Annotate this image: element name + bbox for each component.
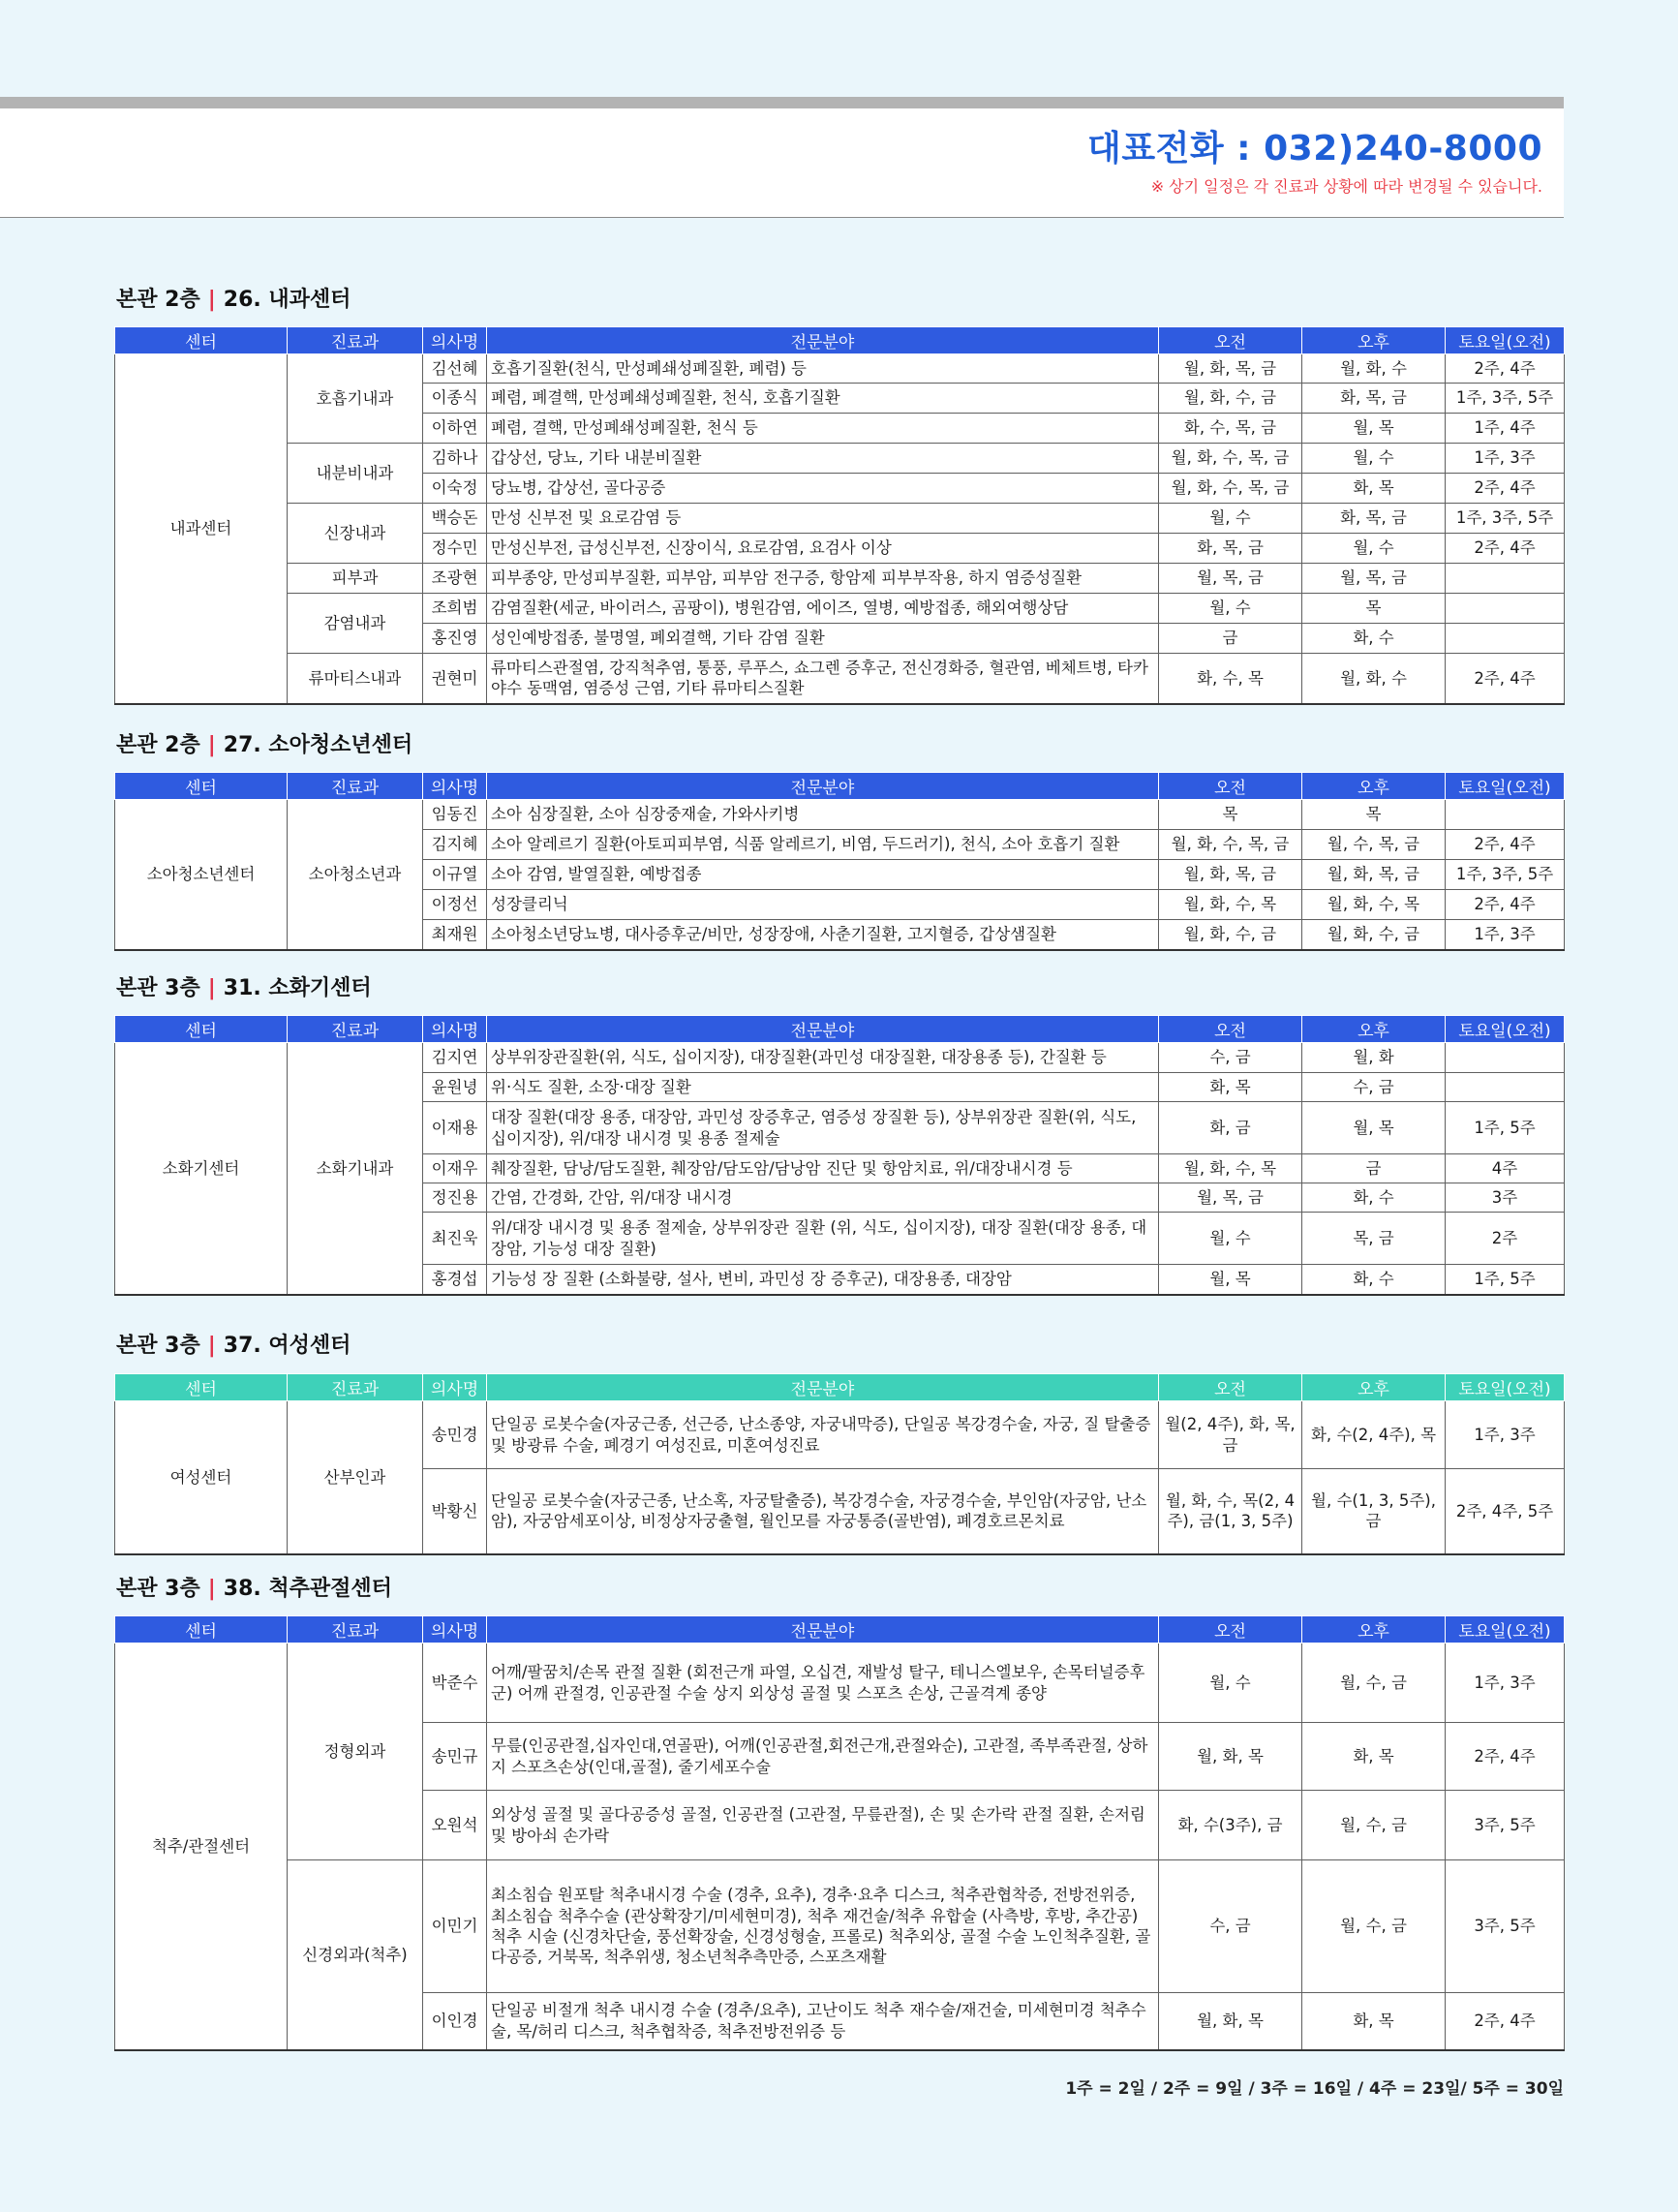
morning-schedule-cell: 월, 화, 목 bbox=[1159, 1723, 1302, 1791]
doctor-name-cell: 김하나 bbox=[423, 444, 487, 474]
saturday-schedule-cell: 1주, 3주, 5주 bbox=[1446, 504, 1565, 534]
column-header: 오후 bbox=[1302, 327, 1446, 354]
title-separator: | bbox=[207, 1334, 216, 1358]
department-cell: 피부과 bbox=[288, 564, 423, 594]
afternoon-schedule-cell: 금 bbox=[1302, 1154, 1446, 1183]
saturday-schedule-cell: 2주, 4주 bbox=[1446, 830, 1565, 860]
afternoon-schedule-cell: 월, 화, 수 bbox=[1302, 654, 1446, 704]
specialty-cell: 어깨/팔꿈치/손목 관절 질환 (회전근개 파열, 오십견, 재발성 탈구, 테니스엘보우, 손목터널증후군) 어깨 관절경, 인공관절 수술 상지 외상성 골절 및 스포츠 손상, 근골격계 종양 bbox=[487, 1644, 1159, 1723]
specialty-cell: 소아 알레르기 질환(아토피피부염, 식품 알레르기, 비염, 두드러기), 천식, 소아 호흡기 질환 bbox=[487, 830, 1159, 860]
afternoon-schedule-cell: 월, 목, 금 bbox=[1302, 564, 1446, 594]
doctor-name-cell: 박황신 bbox=[423, 1469, 487, 1554]
table-row bbox=[115, 444, 1565, 474]
table-row bbox=[115, 564, 1565, 594]
column-header: 진료과 bbox=[288, 1016, 423, 1043]
morning-schedule-cell: 월, 목, 금 bbox=[1159, 564, 1302, 594]
section-name: 37. 여성센터 bbox=[223, 1334, 351, 1358]
specialty-cell: 최소침습 원포탈 척추내시경 수술 (경추, 요추), 경추·요추 디스크, 척추관협착증, 전방전위증, 최소침습 척추수술 (관상확장기/미세현미경), 척추 재건술/척추 유합술 (사측방, 후방, 추간공) 척추 시술 (신경차단술, 풍선확장술, 신경성형술, 프롤로) 척추외상, 골절 수술 노인척추질환, 골다공증, 거북목, 척추위생, 청소년척추측만증, 스포츠재활 bbox=[487, 1860, 1159, 1993]
department-cell: 정형외과 bbox=[288, 1644, 423, 1860]
column-header: 센터 bbox=[115, 1016, 288, 1043]
saturday-schedule-cell bbox=[1446, 564, 1565, 594]
table-row bbox=[115, 354, 1565, 384]
column-header: 진료과 bbox=[288, 327, 423, 354]
afternoon-schedule-cell: 목 bbox=[1302, 594, 1446, 624]
column-header: 토요일(오전) bbox=[1446, 1616, 1565, 1644]
saturday-schedule-cell: 2주, 4주 bbox=[1446, 1723, 1565, 1791]
saturday-schedule-cell: 1주, 5주 bbox=[1446, 1102, 1565, 1154]
specialty-cell: 대장 질환(대장 용종, 대장암, 과민성 장증후군, 염증성 장질환 등), 상부위장관 질환(위, 식도, 십이지장), 위/대장 내시경 및 용종 절제술 bbox=[487, 1102, 1159, 1154]
specialty-cell: 소아 심장질환, 소아 심장중재술, 가와사키병 bbox=[487, 800, 1159, 830]
column-header: 오후 bbox=[1302, 1016, 1446, 1043]
saturday-schedule-cell: 1주, 3주 bbox=[1446, 920, 1565, 950]
specialty-cell: 갑상선, 당뇨, 기타 내분비질환 bbox=[487, 444, 1159, 474]
specialty-cell: 단일공 비절개 척추 내시경 수술 (경추/요추), 고난이도 척추 재수술/재건술, 미세현미경 척추수술, 목/허리 디스크, 척추협착증, 척추전방전위증 등 bbox=[487, 1993, 1159, 2050]
schedule-table bbox=[114, 1615, 1565, 2051]
column-header: 의사명 bbox=[423, 327, 487, 354]
table-row bbox=[115, 654, 1565, 704]
doctor-name-cell: 박준수 bbox=[423, 1644, 487, 1723]
specialty-cell: 당뇨병, 갑상선, 골다공증 bbox=[487, 474, 1159, 504]
schedule-table bbox=[114, 326, 1565, 705]
doctor-name-cell: 이종식 bbox=[423, 384, 487, 414]
morning-schedule-cell: 수, 금 bbox=[1159, 1043, 1302, 1073]
doctor-name-cell: 김지연 bbox=[423, 1043, 487, 1073]
doctor-name-cell: 백승돈 bbox=[423, 504, 487, 534]
column-header: 의사명 bbox=[423, 1616, 487, 1644]
morning-schedule-cell: 월, 화, 수, 목 bbox=[1159, 1154, 1302, 1183]
column-header: 센터 bbox=[115, 327, 288, 354]
afternoon-schedule-cell: 월, 화 bbox=[1302, 1043, 1446, 1073]
morning-schedule-cell: 월, 수 bbox=[1159, 1213, 1302, 1265]
doctor-name-cell: 정수민 bbox=[423, 534, 487, 564]
column-header: 전문분야 bbox=[487, 1374, 1159, 1401]
schedule-change-notice: ※ 상기 일정은 각 진료과 상황에 따라 변경될 수 있습니다. bbox=[1150, 177, 1542, 196]
title-separator: | bbox=[207, 288, 216, 312]
morning-schedule-cell: 수, 금 bbox=[1159, 1860, 1302, 1993]
specialty-cell: 류마티스관절염, 강직척추염, 통풍, 루푸스, 쇼그렌 증후군, 전신경화증, 혈관염, 베체트병, 타카야수 동맥염, 염증성 근염, 기타 류마티스질환 bbox=[487, 654, 1159, 704]
specialty-cell: 성장클리닉 bbox=[487, 890, 1159, 920]
doctor-name-cell: 송민규 bbox=[423, 1723, 487, 1791]
section-title bbox=[116, 283, 351, 313]
afternoon-schedule-cell: 월, 수, 금 bbox=[1302, 1644, 1446, 1723]
column-header: 토요일(오전) bbox=[1446, 1016, 1565, 1043]
department-cell: 류마티스내과 bbox=[288, 654, 423, 704]
afternoon-schedule-cell: 화, 목 bbox=[1302, 1723, 1446, 1791]
doctor-name-cell: 최진욱 bbox=[423, 1213, 487, 1265]
table-row bbox=[115, 1401, 1565, 1469]
saturday-schedule-cell: 1주, 3주 bbox=[1446, 444, 1565, 474]
saturday-schedule-cell: 1주, 3주, 5주 bbox=[1446, 860, 1565, 890]
section-name: 26. 내과센터 bbox=[223, 288, 351, 312]
center-name-cell: 소아청소년센터 bbox=[115, 800, 288, 950]
column-header: 센터 bbox=[115, 1616, 288, 1644]
column-header: 오후 bbox=[1302, 773, 1446, 800]
morning-schedule-cell: 화, 목 bbox=[1159, 1073, 1302, 1102]
section-floor: 본관 3층 bbox=[116, 1577, 200, 1601]
column-header: 의사명 bbox=[423, 1374, 487, 1401]
afternoon-schedule-cell: 화, 목 bbox=[1302, 1993, 1446, 2050]
saturday-schedule-cell: 4주 bbox=[1446, 1154, 1565, 1183]
saturday-schedule-cell: 2주, 4주, 5주 bbox=[1446, 1469, 1565, 1554]
column-header: 진료과 bbox=[288, 1374, 423, 1401]
saturday-schedule-cell bbox=[1446, 1073, 1565, 1102]
saturday-schedule-cell: 1주, 5주 bbox=[1446, 1265, 1565, 1295]
table-row bbox=[115, 1644, 1565, 1723]
doctor-name-cell: 권현미 bbox=[423, 654, 487, 704]
specialty-cell: 만성신부전, 급성신부전, 신장이식, 요로감염, 요검사 이상 bbox=[487, 534, 1159, 564]
doctor-name-cell: 홍경섭 bbox=[423, 1265, 487, 1295]
doctor-name-cell: 송민경 bbox=[423, 1401, 487, 1469]
doctor-name-cell: 이재용 bbox=[423, 1102, 487, 1154]
department-cell: 내분비내과 bbox=[288, 444, 423, 504]
section-name: 31. 소화기센터 bbox=[223, 976, 372, 1000]
column-header: 토요일(오전) bbox=[1446, 773, 1565, 800]
saturday-schedule-cell: 2주, 4주 bbox=[1446, 654, 1565, 704]
section-title bbox=[116, 971, 372, 1001]
morning-schedule-cell: 월, 화, 수, 금 bbox=[1159, 920, 1302, 950]
table-row bbox=[115, 1860, 1565, 1993]
department-cell: 소아청소년과 bbox=[288, 800, 423, 950]
doctor-name-cell: 홍진영 bbox=[423, 624, 487, 654]
section-floor: 본관 2층 bbox=[116, 288, 200, 312]
doctor-name-cell: 이규열 bbox=[423, 860, 487, 890]
table-row bbox=[115, 594, 1565, 624]
department-cell: 호흡기내과 bbox=[288, 354, 423, 444]
saturday-schedule-cell: 3주, 5주 bbox=[1446, 1791, 1565, 1860]
doctor-name-cell: 이재우 bbox=[423, 1154, 487, 1183]
morning-schedule-cell: 월, 화, 수, 목 bbox=[1159, 890, 1302, 920]
saturday-schedule-cell: 2주, 4주 bbox=[1446, 1993, 1565, 2050]
morning-schedule-cell: 화, 수, 목 bbox=[1159, 654, 1302, 704]
center-name-cell: 소화기센터 bbox=[115, 1043, 288, 1295]
doctor-name-cell: 이정선 bbox=[423, 890, 487, 920]
table-header-row bbox=[115, 1016, 1565, 1043]
title-separator: | bbox=[207, 733, 216, 757]
morning-schedule-cell: 월, 목, 금 bbox=[1159, 1183, 1302, 1213]
saturday-schedule-cell: 2주, 4주 bbox=[1446, 354, 1565, 384]
morning-schedule-cell: 월, 수 bbox=[1159, 504, 1302, 534]
afternoon-schedule-cell: 목 bbox=[1302, 800, 1446, 830]
morning-schedule-cell: 월, 수 bbox=[1159, 1644, 1302, 1723]
column-header: 오후 bbox=[1302, 1616, 1446, 1644]
morning-schedule-cell: 월, 화, 목 bbox=[1159, 1993, 1302, 2050]
column-header: 진료과 bbox=[288, 1616, 423, 1644]
column-header: 오전 bbox=[1159, 1616, 1302, 1644]
morning-schedule-cell: 화, 목, 금 bbox=[1159, 534, 1302, 564]
afternoon-schedule-cell: 화, 목, 금 bbox=[1302, 504, 1446, 534]
specialty-cell: 단일공 로봇수술(자궁근종, 난소혹, 자궁탈출증), 복강경수술, 자궁경수술, 부인암(자궁암, 난소암), 자궁암세포이상, 비정상자궁출혈, 월인모를 자궁통증(골반염), 폐경호르몬치료 bbox=[487, 1469, 1159, 1554]
afternoon-schedule-cell: 월, 화, 수, 목 bbox=[1302, 890, 1446, 920]
section-title bbox=[116, 1329, 351, 1359]
column-header: 토요일(오전) bbox=[1446, 1374, 1565, 1401]
saturday-schedule-cell bbox=[1446, 624, 1565, 654]
column-header: 오전 bbox=[1159, 773, 1302, 800]
doctor-name-cell: 이민기 bbox=[423, 1860, 487, 1993]
saturday-schedule-cell bbox=[1446, 1043, 1565, 1073]
afternoon-schedule-cell: 월, 수 bbox=[1302, 444, 1446, 474]
afternoon-schedule-cell: 목, 금 bbox=[1302, 1213, 1446, 1265]
section-name: 27. 소아청소년센터 bbox=[223, 733, 413, 757]
saturday-schedule-cell: 2주, 4주 bbox=[1446, 890, 1565, 920]
title-separator: | bbox=[207, 1577, 216, 1601]
doctor-name-cell: 윤원녕 bbox=[423, 1073, 487, 1102]
main-phone-number: 대표전화 : 032)240-8000 bbox=[1087, 129, 1542, 169]
morning-schedule-cell: 월, 화, 수, 목, 금 bbox=[1159, 474, 1302, 504]
table-header-row bbox=[115, 773, 1565, 800]
specialty-cell: 기능성 장 질환 (소화불량, 설사, 변비, 과민성 장 증후군), 대장용종, 대장암 bbox=[487, 1265, 1159, 1295]
doctor-name-cell: 이하연 bbox=[423, 414, 487, 444]
column-header: 전문분야 bbox=[487, 773, 1159, 800]
schedule-table bbox=[114, 1373, 1565, 1555]
saturday-schedule-cell: 3주 bbox=[1446, 1183, 1565, 1213]
afternoon-schedule-cell: 월, 화, 목, 금 bbox=[1302, 860, 1446, 890]
table-header-row bbox=[115, 1374, 1565, 1401]
section-title bbox=[116, 1572, 392, 1602]
doctor-name-cell: 오원석 bbox=[423, 1791, 487, 1860]
afternoon-schedule-cell: 화, 수(2, 4주), 목 bbox=[1302, 1401, 1446, 1469]
afternoon-schedule-cell: 화, 수 bbox=[1302, 624, 1446, 654]
afternoon-schedule-cell: 화, 수 bbox=[1302, 1183, 1446, 1213]
morning-schedule-cell: 목 bbox=[1159, 800, 1302, 830]
page-header bbox=[0, 108, 1564, 218]
section-floor: 본관 3층 bbox=[116, 1334, 200, 1358]
table-row bbox=[115, 1043, 1565, 1073]
column-header: 전문분야 bbox=[487, 1016, 1159, 1043]
doctor-name-cell: 이숙정 bbox=[423, 474, 487, 504]
specialty-cell: 폐렴, 폐결핵, 만성폐쇄성폐질환, 천식, 호흡기질환 bbox=[487, 384, 1159, 414]
column-header: 의사명 bbox=[423, 1016, 487, 1043]
saturday-schedule-cell: 2주 bbox=[1446, 1213, 1565, 1265]
specialty-cell: 소아청소년당뇨병, 대사증후군/비만, 성장장애, 사춘기질환, 고지혈증, 갑상샘질환 bbox=[487, 920, 1159, 950]
morning-schedule-cell: 월, 목 bbox=[1159, 1265, 1302, 1295]
column-header: 전문분야 bbox=[487, 1616, 1159, 1644]
afternoon-schedule-cell: 월, 목 bbox=[1302, 1102, 1446, 1154]
morning-schedule-cell: 월, 화, 수, 금 bbox=[1159, 384, 1302, 414]
department-cell: 신장내과 bbox=[288, 504, 423, 564]
column-header: 전문분야 bbox=[487, 327, 1159, 354]
morning-schedule-cell: 월(2, 4주), 화, 목, 금 bbox=[1159, 1401, 1302, 1469]
saturday-schedule-cell bbox=[1446, 800, 1565, 830]
afternoon-schedule-cell: 월, 수 bbox=[1302, 534, 1446, 564]
afternoon-schedule-cell: 월, 수, 금 bbox=[1302, 1791, 1446, 1860]
specialty-cell: 상부위장관질환(위, 식도, 십이지장), 대장질환(과민성 대장질환, 대장용종 등), 간질환 등 bbox=[487, 1043, 1159, 1073]
specialty-cell: 간염, 간경화, 간암, 위/대장 내시경 bbox=[487, 1183, 1159, 1213]
table-header-row bbox=[115, 1616, 1565, 1644]
department-cell: 신경외과(척추) bbox=[288, 1860, 423, 2050]
doctor-name-cell: 임동진 bbox=[423, 800, 487, 830]
afternoon-schedule-cell: 월, 수, 금 bbox=[1302, 1860, 1446, 1993]
doctor-name-cell: 최재원 bbox=[423, 920, 487, 950]
specialty-cell: 감염질환(세균, 바이러스, 곰팡이), 병원감염, 에이즈, 열병, 예방접종, 해외여행상담 bbox=[487, 594, 1159, 624]
specialty-cell: 무릎(인공관절,십자인대,연골판), 어깨(인공관절,회전근개,관절와순), 고관절, 족부족관절, 상하지 스포츠손상(인대,골절), 줄기세포수술 bbox=[487, 1723, 1159, 1791]
afternoon-schedule-cell: 월, 화, 수, 금 bbox=[1302, 920, 1446, 950]
morning-schedule-cell: 월, 화, 수, 목, 금 bbox=[1159, 830, 1302, 860]
saturday-schedule-cell: 1주, 4주 bbox=[1446, 414, 1565, 444]
center-name-cell: 척추/관절센터 bbox=[115, 1644, 288, 2050]
saturday-schedule-cell bbox=[1446, 594, 1565, 624]
specialty-cell: 췌장질환, 담낭/담도질환, 췌장암/담도암/담낭암 진단 및 항암치료, 위/대장내시경 등 bbox=[487, 1154, 1159, 1183]
morning-schedule-cell: 금 bbox=[1159, 624, 1302, 654]
doctor-name-cell: 정진용 bbox=[423, 1183, 487, 1213]
column-header: 오전 bbox=[1159, 1016, 1302, 1043]
schedule-table bbox=[114, 1015, 1565, 1296]
doctor-name-cell: 김지혜 bbox=[423, 830, 487, 860]
saturday-schedule-cell: 2주, 4주 bbox=[1446, 534, 1565, 564]
afternoon-schedule-cell: 화, 수 bbox=[1302, 1265, 1446, 1295]
specialty-cell: 단일공 로봇수술(자궁근종, 선근증, 난소종양, 자궁내막증), 단일공 복강경수술, 자궁, 질 탈출증 및 방광류 수술, 폐경기 여성진료, 미혼여성진료 bbox=[487, 1401, 1159, 1469]
saturday-schedule-cell: 1주, 3주, 5주 bbox=[1446, 384, 1565, 414]
top-divider-bar bbox=[0, 97, 1564, 108]
afternoon-schedule-cell: 월, 수(1, 3, 5주), 금 bbox=[1302, 1469, 1446, 1554]
morning-schedule-cell: 월, 화, 수, 목(2, 4주), 금(1, 3, 5주) bbox=[1159, 1469, 1302, 1554]
saturday-schedule-cell: 1주, 3주 bbox=[1446, 1401, 1565, 1469]
specialty-cell: 폐렴, 결핵, 만성폐쇄성폐질환, 천식 등 bbox=[487, 414, 1159, 444]
column-header: 오후 bbox=[1302, 1374, 1446, 1401]
morning-schedule-cell: 화, 수(3주), 금 bbox=[1159, 1791, 1302, 1860]
center-name-cell: 여성센터 bbox=[115, 1401, 288, 1554]
saturday-schedule-cell: 1주, 3주 bbox=[1446, 1644, 1565, 1723]
afternoon-schedule-cell: 수, 금 bbox=[1302, 1073, 1446, 1102]
department-cell: 산부인과 bbox=[288, 1401, 423, 1554]
specialty-cell: 피부종양, 만성피부질환, 피부암, 피부암 전구증, 항암제 피부부작용, 하지 염증성질환 bbox=[487, 564, 1159, 594]
column-header: 오전 bbox=[1159, 327, 1302, 354]
afternoon-schedule-cell: 화, 목 bbox=[1302, 474, 1446, 504]
table-header-row bbox=[115, 327, 1565, 354]
saturday-schedule-cell: 3주, 5주 bbox=[1446, 1860, 1565, 1993]
week-date-legend: 1주 = 2일 / 2주 = 9일 / 3주 = 16일 / 4주 = 23일/ 5주 = 30일 bbox=[1065, 2079, 1564, 2099]
specialty-cell: 만성 신부전 및 요로감염 등 bbox=[487, 504, 1159, 534]
morning-schedule-cell: 화, 금 bbox=[1159, 1102, 1302, 1154]
department-cell: 소화기내과 bbox=[288, 1043, 423, 1295]
doctor-name-cell: 조광현 bbox=[423, 564, 487, 594]
specialty-cell: 소아 감염, 발열질환, 예방접종 bbox=[487, 860, 1159, 890]
doctor-name-cell: 이인경 bbox=[423, 1993, 487, 2050]
afternoon-schedule-cell: 화, 목, 금 bbox=[1302, 384, 1446, 414]
specialty-cell: 외상성 골절 및 골다공증성 골절, 인공관절 (고관절, 무릎관절), 손 및 손가락 관절 질환, 손저림 및 방아쇠 손가락 bbox=[487, 1791, 1159, 1860]
column-header: 진료과 bbox=[288, 773, 423, 800]
morning-schedule-cell: 월, 화, 수, 목, 금 bbox=[1159, 444, 1302, 474]
afternoon-schedule-cell: 월, 화, 수 bbox=[1302, 354, 1446, 384]
column-header: 센터 bbox=[115, 773, 288, 800]
column-header: 의사명 bbox=[423, 773, 487, 800]
section-floor: 본관 2층 bbox=[116, 733, 200, 757]
doctor-name-cell: 조희범 bbox=[423, 594, 487, 624]
specialty-cell: 위·식도 질환, 소장·대장 질환 bbox=[487, 1073, 1159, 1102]
schedule-table bbox=[114, 772, 1565, 951]
saturday-schedule-cell: 2주, 4주 bbox=[1446, 474, 1565, 504]
afternoon-schedule-cell: 월, 수, 목, 금 bbox=[1302, 830, 1446, 860]
section-name: 38. 척추관절센터 bbox=[223, 1577, 392, 1601]
department-cell: 감염내과 bbox=[288, 594, 423, 654]
table-row bbox=[115, 504, 1565, 534]
morning-schedule-cell: 화, 수, 목, 금 bbox=[1159, 414, 1302, 444]
afternoon-schedule-cell: 월, 목 bbox=[1302, 414, 1446, 444]
specialty-cell: 호흡기질환(천식, 만성폐쇄성폐질환, 폐렴) 등 bbox=[487, 354, 1159, 384]
section-title bbox=[116, 728, 412, 758]
specialty-cell: 위/대장 내시경 및 용종 절제술, 상부위장관 질환 (위, 식도, 십이지장), 대장 질환(대장 용종, 대장암, 기능성 대장 질환) bbox=[487, 1213, 1159, 1265]
center-name-cell: 내과센터 bbox=[115, 354, 288, 704]
doctor-name-cell: 김선혜 bbox=[423, 354, 487, 384]
morning-schedule-cell: 월, 화, 목, 금 bbox=[1159, 860, 1302, 890]
morning-schedule-cell: 월, 화, 목, 금 bbox=[1159, 354, 1302, 384]
column-header: 센터 bbox=[115, 1374, 288, 1401]
column-header: 오전 bbox=[1159, 1374, 1302, 1401]
section-floor: 본관 3층 bbox=[116, 976, 200, 1000]
morning-schedule-cell: 월, 수 bbox=[1159, 594, 1302, 624]
specialty-cell: 성인예방접종, 불명열, 폐외결핵, 기타 감염 질환 bbox=[487, 624, 1159, 654]
column-header: 토요일(오전) bbox=[1446, 327, 1565, 354]
table-row bbox=[115, 800, 1565, 830]
title-separator: | bbox=[207, 976, 216, 1000]
